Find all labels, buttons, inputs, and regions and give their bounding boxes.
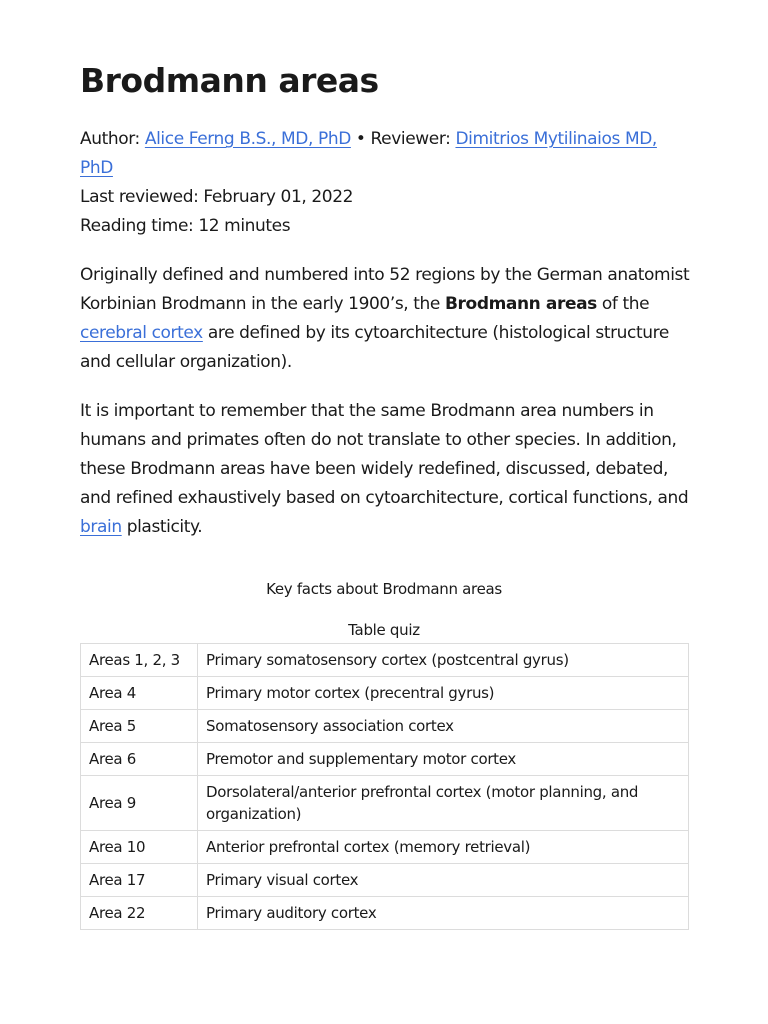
intro-text-1: Originally defined and numbered into 52 regions by the German anatomist Korbinian Brodmann in the early 1900’s, the: [80, 265, 690, 314]
reading-time: Reading time: 12 minutes: [80, 216, 291, 236]
table-body: [81, 644, 689, 930]
area-cell: Area 6: [81, 743, 198, 776]
area-cell: Area 10: [81, 831, 198, 864]
description-cell: Primary somatosensory cortex (postcentral gyrus): [198, 644, 689, 677]
reviewer-link[interactable]: Dimitrios Mytilinaios MD, PhD: [80, 129, 657, 178]
table-row: [81, 831, 689, 864]
page-title: Brodmann areas: [80, 61, 379, 100]
description-cell: Primary motor cortex (precentral gyrus): [198, 677, 689, 710]
intro-bold-term: Brodmann areas: [445, 294, 597, 314]
area-cell: Area 4: [81, 677, 198, 710]
table-row: [81, 743, 689, 776]
author-link[interactable]: Alice Ferng B.S., MD, PhD: [144, 129, 351, 149]
second-text-1: It is important to remember that the same Brodmann area numbers in humans and primates often do not translate to other species. In addition, these Brodmann areas have been widely redefined, discussed, debated, and refined exhaustively based on cytoarchitecture, cortical functions, and: [80, 401, 689, 508]
intro-text-3: are defined by its cytoarchitecture (histological structure and cellular organization).: [80, 323, 669, 372]
intro-paragraph: [80, 261, 695, 377]
table-row: [81, 864, 689, 897]
article-meta: [80, 125, 690, 241]
reviewer-label: • Reviewer:: [350, 129, 456, 149]
area-cell: Area 17: [81, 864, 198, 897]
description-cell: Primary visual cortex: [198, 864, 689, 897]
key-facts-table: [80, 643, 689, 930]
description-cell: Anterior prefrontal cortex (memory retrieval): [198, 831, 689, 864]
description-cell: Premotor and supplementary motor cortex: [198, 743, 689, 776]
table-caption: Key facts about Brodmann areas: [266, 580, 502, 598]
description-cell: Primary auditory cortex: [198, 897, 689, 930]
table-row: [81, 644, 689, 677]
byline: [80, 125, 690, 183]
second-paragraph: [80, 397, 695, 542]
intro-text-2: of the: [596, 294, 650, 314]
brain-link[interactable]: brain: [80, 517, 122, 537]
last-reviewed: Last reviewed: February 01, 2022: [80, 187, 354, 207]
table-row: [81, 776, 689, 831]
author-label: Author:: [80, 129, 145, 149]
description-cell: Somatosensory association cortex: [198, 710, 689, 743]
cerebral-cortex-link[interactable]: cerebral cortex: [80, 323, 203, 343]
table-row: [81, 897, 689, 930]
table-row: [81, 710, 689, 743]
second-text-2: plasticity.: [121, 517, 203, 537]
area-cell: Area 5: [81, 710, 198, 743]
area-cell: Areas 1, 2, 3: [81, 644, 198, 677]
description-cell: Dorsolateral/anterior prefrontal cortex (motor planning, and organization): [198, 776, 689, 831]
area-cell: Area 22: [81, 897, 198, 930]
table-quiz-link[interactable]: Table quiz: [348, 621, 420, 639]
area-cell: Area 9: [81, 776, 198, 831]
table-row: [81, 677, 689, 710]
